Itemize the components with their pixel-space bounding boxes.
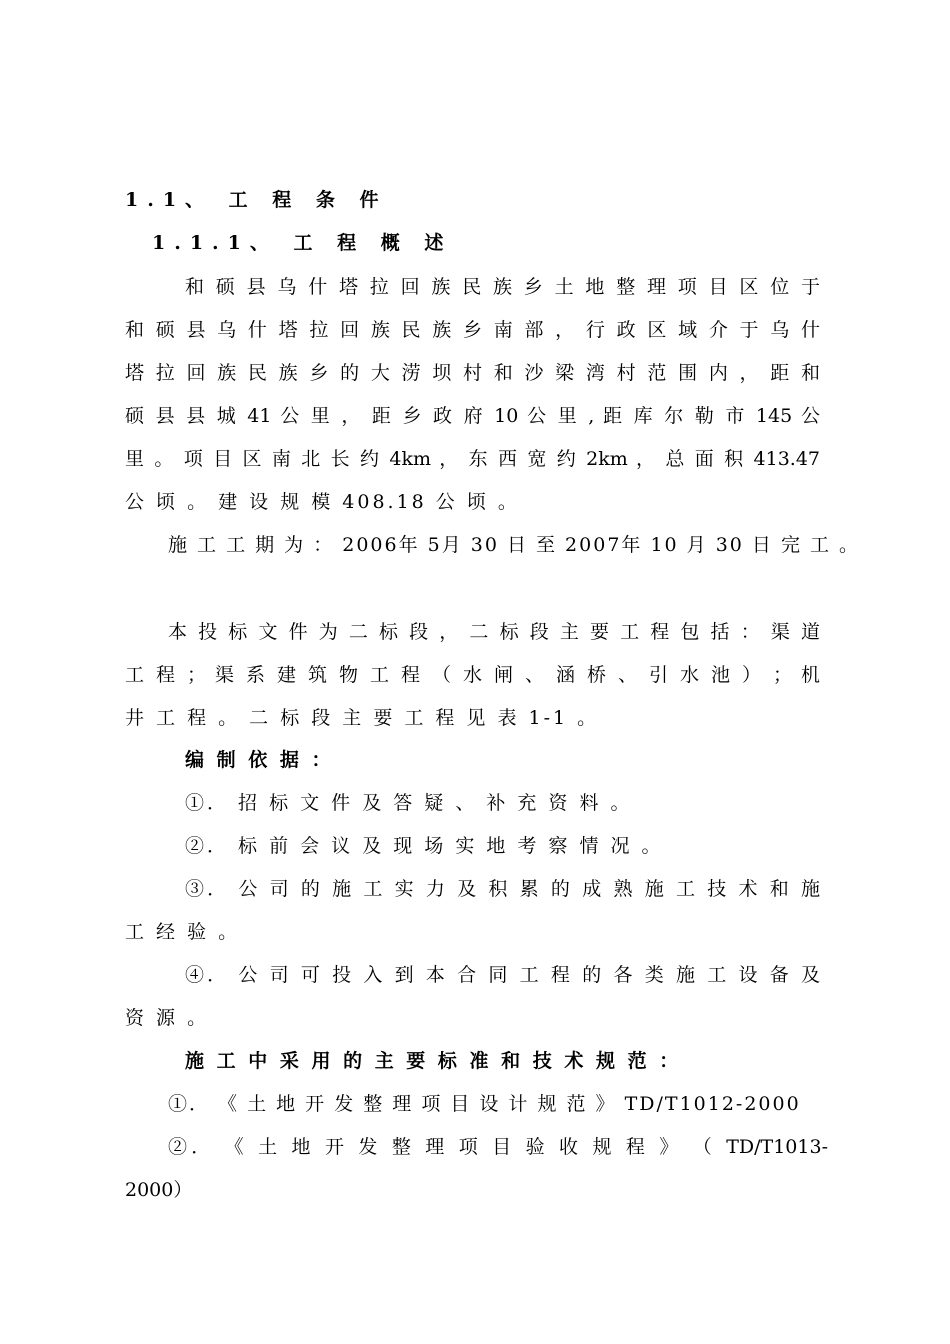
standards-item: ②． 《 土 地 开 发 整 理 项 目 验 收 规 程 》 （ TD/T1013- [168, 1136, 828, 1158]
basis-item: 资 源 。 [125, 1007, 210, 1029]
standards-heading: 施 工 中 采 用 的 主 要 标 准 和 技 术 规 范 ： [185, 1050, 682, 1072]
basis-item: ②． 标 前 会 议 及 现 场 实 地 考 察 情 况 。 [185, 835, 664, 857]
scope-line: 本 投 标 文 件 为 二 标 段 ， 二 标 段 主 要 工 程 包 括 ： 渠 道 [168, 621, 820, 643]
overview-line: 里 。 项 目 区 南 北 长 约 4km ， 东 西 宽 约 2km ， 总 面 积 413.47 [125, 448, 820, 470]
overview-line: 和 硕 县 乌 什 塔 拉 回 族 民 族 乡 土 地 整 理 项 目 区 位 于 [185, 276, 820, 298]
overview-line: 塔 拉 回 族 民 族 乡 的 大 涝 坝 村 和 沙 梁 湾 村 范 围 内 ， 距 和 [125, 362, 820, 384]
subsection-heading: 1.1.1、 工 程 概 述 [152, 232, 453, 254]
basis-item: 工 经 验 。 [125, 921, 241, 943]
standards-item: ①． 《 土 地 开 发 整 理 项 目 设 计 规 范 》 TD/T1012-2000 [168, 1093, 801, 1115]
section-heading: 1.1、 工 程 条 件 [125, 189, 388, 211]
basis-item: ④． 公 司 可 投 入 到 本 合 同 工 程 的 各 类 施 工 设 备 及 [185, 964, 820, 986]
basis-heading: 编 制 依 据 ： [185, 749, 334, 771]
overview-line: 公 顷 。 建 设 规 模 408.18 公 顷 。 [125, 491, 520, 513]
standards-item: 2000） [125, 1179, 193, 1201]
scope-line: 井 工 程 。 二 标 段 主 要 工 程 见 表 1-1 。 [125, 707, 600, 729]
basis-item: ①． 招 标 文 件 及 答 疑 、 补 充 资 料 。 [185, 792, 633, 814]
overview-line: 和 硕 县 乌 什 塔 拉 回 族 民 族 乡 南 部 ， 行 政 区 域 介 于 乌 什 [125, 319, 820, 341]
schedule-line: 施 工 工 期 为 ： 2006年 5月 30 日 至 2007年 10 月 30 日 完 工 。 [168, 534, 861, 556]
overview-line: 硕 县 县 城 41 公 里 ， 距 乡 政 府 10 公 里 , 距 库 尔 勒 市 145 公 [125, 405, 820, 427]
basis-item: ③． 公 司 的 施 工 实 力 及 积 累 的 成 熟 施 工 技 术 和 施 [185, 878, 820, 900]
scope-line: 工 程 ； 渠 系 建 筑 物 工 程 （ 水 闸 、 涵 桥 、 引 水 池 ） ； 机 [125, 664, 820, 686]
